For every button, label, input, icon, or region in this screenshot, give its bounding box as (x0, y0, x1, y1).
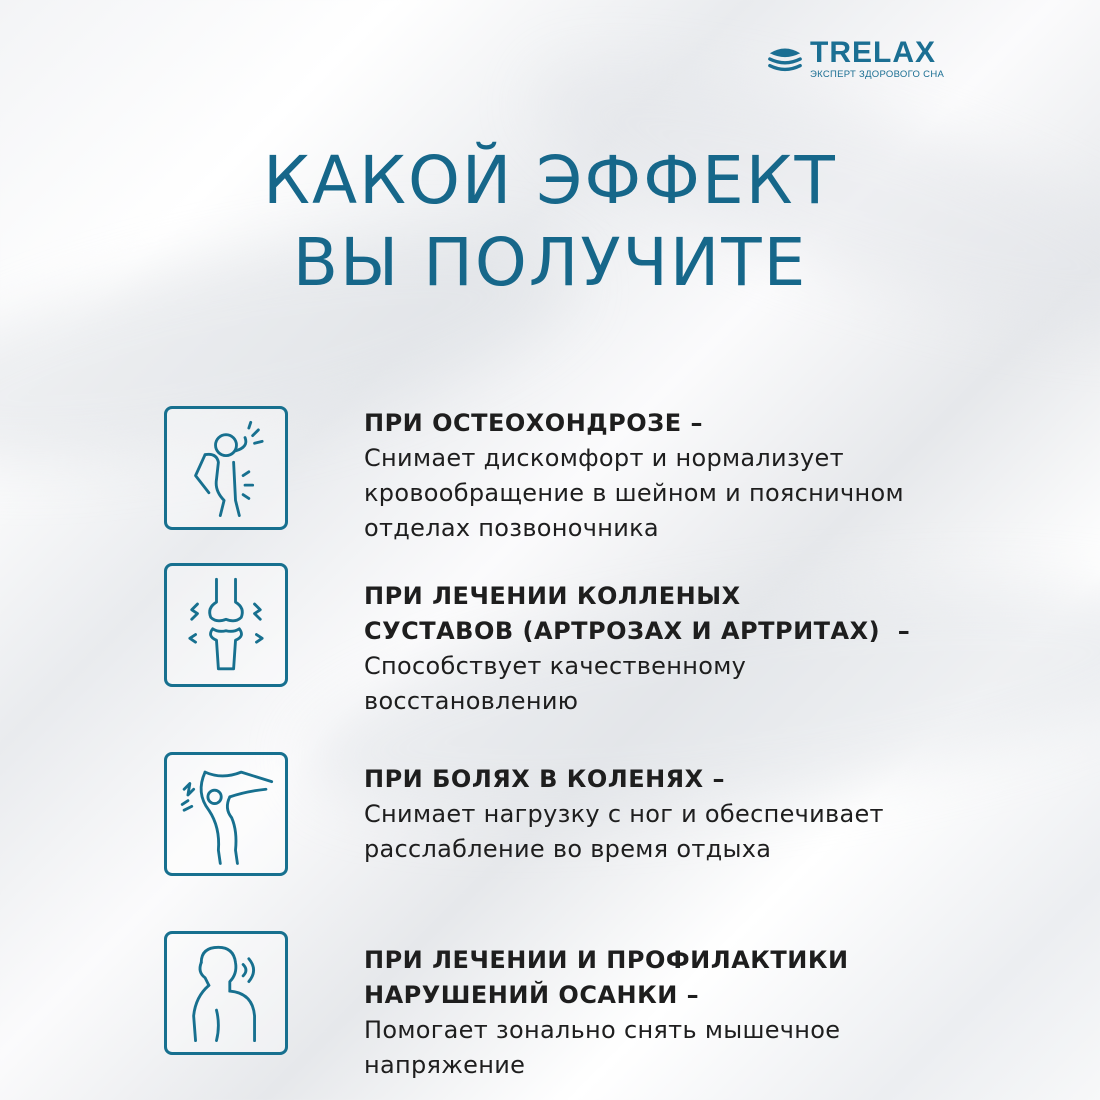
icon-box (164, 406, 288, 530)
mattress-logo-icon (766, 40, 804, 78)
feature-title: ПРИ ЛЕЧЕНИИ И ПРОФИЛАКТИКИ (364, 946, 849, 974)
title-line-2: ВЫ ПОЛУЧИТЕ (292, 224, 808, 301)
brand-tagline: ЭКСПЕРТ ЗДОРОВОГО СНА (810, 68, 945, 80)
posture-icon (167, 934, 285, 1052)
feature-description: восстановлению (364, 687, 579, 715)
feature-description: Снимает нагрузку с ног и обеспечивает (364, 800, 884, 828)
feature-title: НАРУШЕНИЙ ОСАНКИ – (364, 981, 700, 1009)
feature-description: кровообращение в шейном и поясничном (364, 479, 904, 507)
feature-title: ПРИ ЛЕЧЕНИИ КОЛЛЕНЫХ (364, 582, 741, 610)
icon-box (164, 931, 288, 1055)
title-line-1: КАКОЙ ЭФФЕКТ (263, 142, 837, 219)
joint-pain-icon (167, 566, 285, 684)
brand-name: TRELAX (810, 35, 936, 69)
icon-box (164, 752, 288, 876)
feature-description: Снимает дискомфорт и нормализует (364, 444, 844, 472)
feature-title: ПРИ БОЛЯХ В КОЛЕНЯХ – (364, 765, 726, 793)
icon-box (164, 563, 288, 687)
brand-logo (766, 34, 946, 84)
page-title (0, 140, 1100, 304)
feature-description: напряжение (364, 1051, 526, 1079)
feature-title: СУСТАВОВ (АРТРОЗАХ И АРТРИТАХ) – (364, 617, 911, 645)
feature-osteochondrosis (0, 406, 1100, 546)
feature-posture (0, 931, 1100, 1079)
feature-description: расслабление во время отдыха (364, 835, 772, 863)
back-pain-icon (167, 409, 285, 527)
feature-title: ПРИ ОСТЕОХОНДРОЗЕ – (364, 409, 703, 437)
knee-pain-icon (167, 755, 285, 873)
feature-knee-joints (0, 563, 1100, 715)
feature-description: Способствует качественному (364, 652, 747, 680)
feature-knee-pain (0, 752, 1100, 892)
feature-description: Помогает зонально снять мышечное (364, 1016, 841, 1044)
feature-description: отделах позвоночника (364, 514, 659, 542)
